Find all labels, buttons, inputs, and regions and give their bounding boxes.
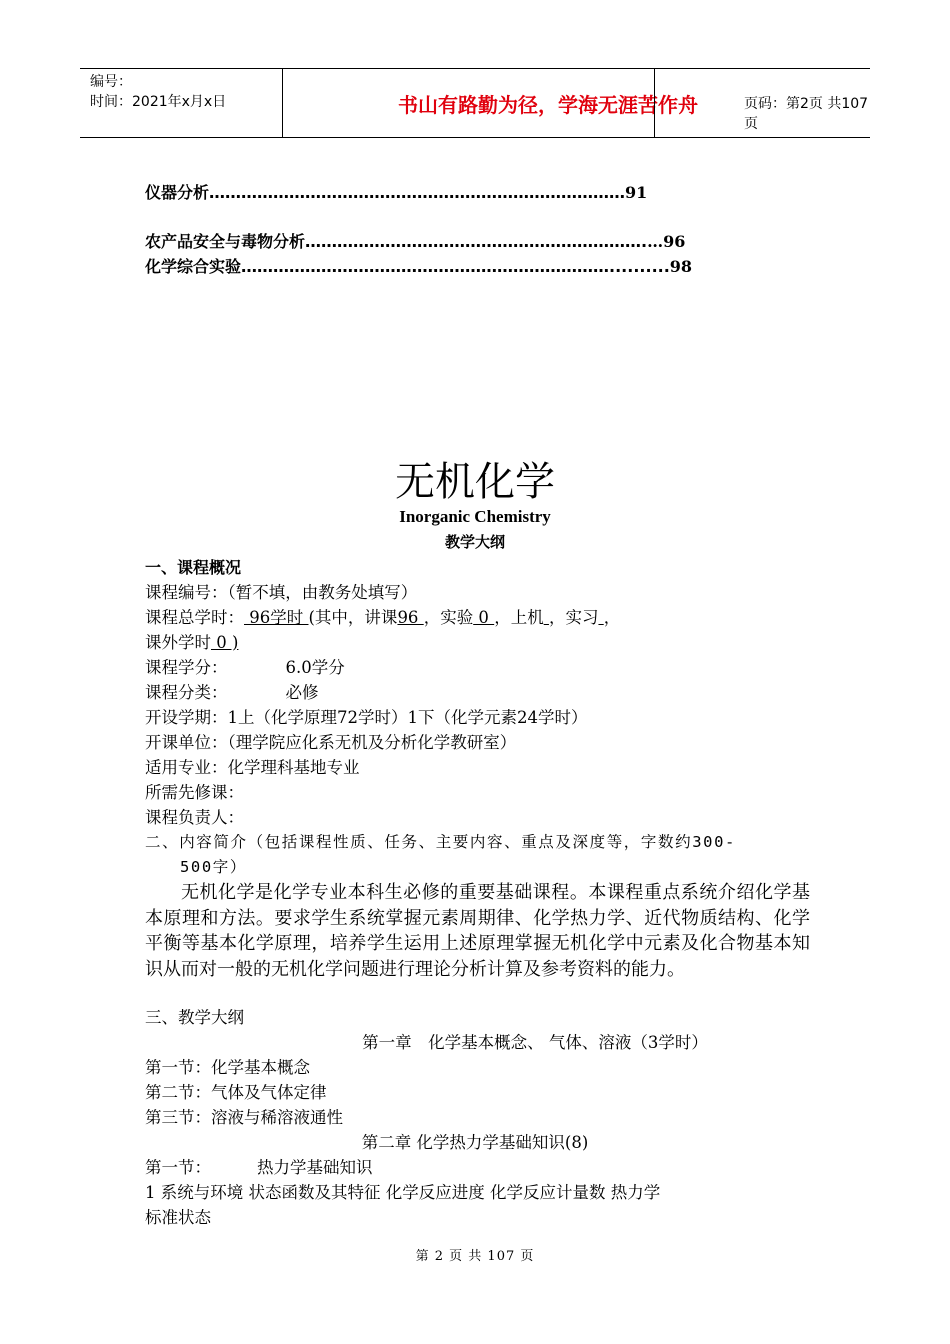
course-code: 课程编号：（暂不填，由教务处填写） xyxy=(145,583,418,602)
page-header xyxy=(80,68,870,138)
course-semester: 开设学期：1上（化学原理72学时）1下（化学元素24学时） xyxy=(145,708,588,727)
course-department: 开课单位：（理学院应化系无机及分析化学教研室） xyxy=(145,733,517,752)
toc-entry-page: 91 xyxy=(625,183,648,202)
course-major: 适用专业：化学理科基地专业 xyxy=(145,758,360,777)
topic-list-continued: 标准状态 xyxy=(145,1208,211,1227)
chapter-section: 第二节：气体及气体定律 xyxy=(145,1083,327,1102)
toc-entry-title: 农产品安全与毒物分析 xyxy=(145,232,306,251)
topic-list: 1 系统与环境 状态函数及其特征 化学反应进度 化学反应计量数 热力学 xyxy=(145,1183,661,1202)
header-divider xyxy=(654,69,655,137)
course-instructor: 课程负责人： xyxy=(145,808,244,827)
course-category: 课程分类： 必修 xyxy=(145,683,319,702)
header-divider xyxy=(282,69,283,137)
toc-entry-leader: …………………………………………………………….......... xyxy=(241,257,670,276)
course-description: 无机化学是化学专业本科生必修的重要基础课程。本课程重点系统介绍化学基本原理和方法。要求学生系统掌握元素周期律、化学热力学、近代物质结构、化学平衡等基本化学原理，培养学生运用上述原理掌握无机化学中元素及化合物基本知识从而对一般的无机化学问题进行理论分析计算及参考资料的能力。 xyxy=(145,882,810,980)
toc-entry-leader: …………………………………………………………………… xyxy=(209,183,626,202)
header-motto: 书山有路勤为径，学海无涯苦作舟 xyxy=(398,92,698,117)
section-heading: 二、内容简介（包括课程性质、任务、主要内容、重点及深度等，字数约300- xyxy=(145,833,736,851)
page-footer: 第 2 页 共 107 页 xyxy=(415,1249,535,1264)
course-hours: 课程总学时： 96学时 (其中，讲课96 ，实验 0 ，上机 ，实习 ， xyxy=(145,608,621,627)
section-heading: 一、课程概况 xyxy=(145,558,242,577)
document-type: 教学大纲 xyxy=(444,533,505,551)
toc-entry-page: 98 xyxy=(669,257,693,276)
chapter-title: 第二章 化学热力学基础知识(8) xyxy=(361,1133,589,1152)
section-heading: 三、教学大纲 xyxy=(145,1008,244,1027)
course-extra-hours: 课外学时 0 ) xyxy=(145,633,239,652)
course-prerequisite: 所需先修课： xyxy=(145,783,244,802)
chapter-title: 第一章 化学基本概念、 气体、溶液（3学时） xyxy=(362,1033,708,1052)
header-page-info: 页码：第2页 共107页 xyxy=(744,96,869,132)
toc-entry-title: 化学综合实验 xyxy=(145,257,242,276)
toc-entry[interactable] xyxy=(145,256,692,278)
chapter-section: 第一节： 热力学基础知识 xyxy=(145,1158,373,1177)
toc-entry-leader: ………………………………………………………. xyxy=(305,232,648,251)
chapter-section: 第三节：溶液与稀溶液通性 xyxy=(145,1108,343,1127)
header-meta xyxy=(90,72,280,112)
course-credits: 课程学分： 6.0学分 xyxy=(145,658,345,677)
toc-entry[interactable] xyxy=(145,231,685,253)
toc-entry-title: 仪器分析 xyxy=(145,183,210,202)
section-heading-continued: 500字） xyxy=(180,858,247,876)
toc-entry[interactable] xyxy=(145,182,647,204)
document-date: 时间：2021年x月x日 xyxy=(90,94,227,110)
course-title: 无机化学 xyxy=(395,459,555,505)
document-number-label: 编号： xyxy=(90,74,132,90)
toc-entry-page: …96 xyxy=(647,232,686,251)
chapter-section: 第一节：化学基本概念 xyxy=(145,1058,310,1077)
course-english-title: Inorganic Chemistry xyxy=(399,507,551,526)
